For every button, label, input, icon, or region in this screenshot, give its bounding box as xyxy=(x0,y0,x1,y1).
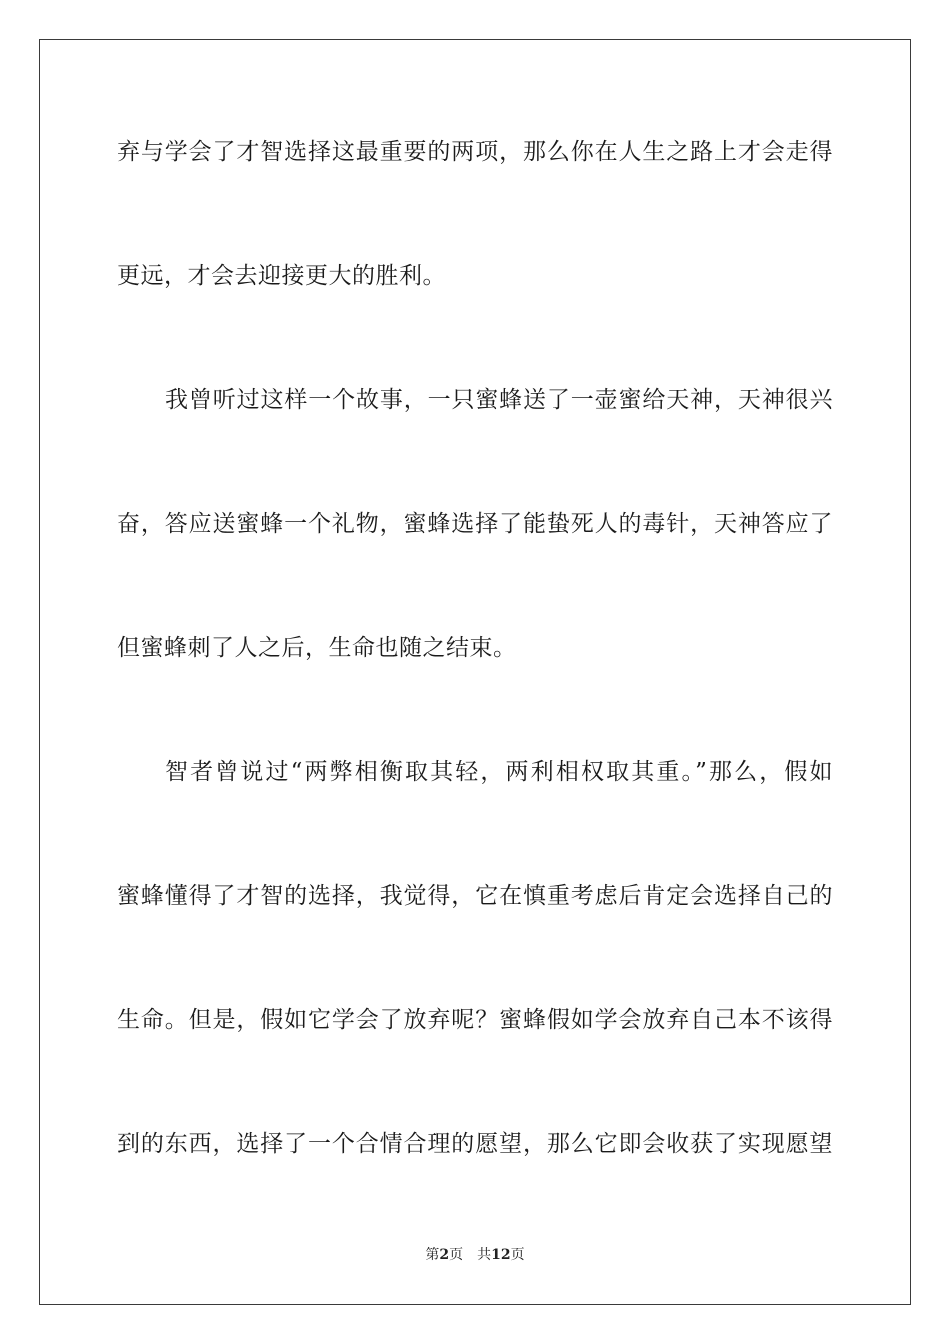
footer-page-suffix: 页 xyxy=(449,1247,464,1263)
text-line-2: 更远，才会去迎接更大的胜利。 xyxy=(117,263,446,289)
text-line-3: 我曾听过这样一个故事，一只蜜蜂送了一壶蜜给天神，天神很兴 xyxy=(165,387,833,413)
footer-page-prefix: 第 xyxy=(425,1247,440,1263)
footer-total-prefix: 共 xyxy=(477,1247,492,1263)
text-line-1: 弃与学会了才智选择这最重要的两项，那么你在人生之路上才会走得 xyxy=(117,139,833,165)
text-line-6: 智者曾说过“两弊相衡取其轻，两利相权取其重。”那么，假如 xyxy=(165,759,833,785)
text-line-7: 蜜蜂懂得了才智的选择，我觉得，它在慎重考虑后肯定会选择自己的 xyxy=(117,883,833,909)
page-footer xyxy=(0,1246,950,1264)
text-line-9: 到的东西，选择了一个合情合理的愿望，那么它即会收获了实现愿望 xyxy=(117,1131,833,1157)
page-border xyxy=(39,39,911,1305)
text-line-5: 但蜜蜂刺了人之后，生命也随之结束。 xyxy=(117,635,517,661)
footer-page-number: 2 xyxy=(439,1247,450,1263)
text-line-8: 生命。但是，假如它学会了放弃呢？蜜蜂假如学会放弃自己本不该得 xyxy=(117,1007,833,1033)
footer-total-suffix: 页 xyxy=(510,1247,525,1263)
footer-total-pages: 12 xyxy=(491,1247,511,1263)
text-line-4: 奋，答应送蜜蜂一个礼物，蜜蜂选择了能蛰死人的毒针，天神答应了 xyxy=(117,511,833,537)
